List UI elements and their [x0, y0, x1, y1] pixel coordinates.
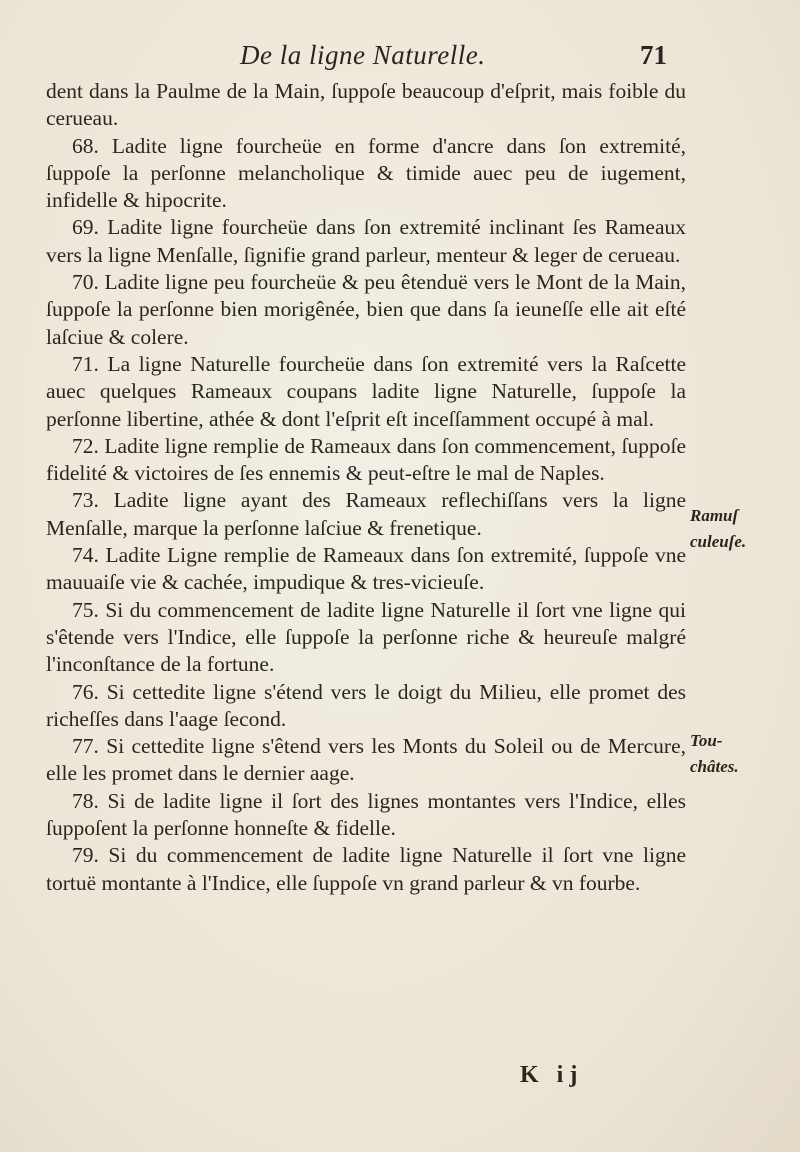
- paragraph-69: 69. Ladite ligne fourcheüe dans ſon extremité inclinant ſes Rameaux vers la ligne Menſalle, ſignifie grand parleur, menteur & leger de cerueau.: [46, 215, 686, 267]
- paragraph-73: 73. Ladite ligne ayant des Rameaux reflechiſſans vers la ligne Menſalle, marque la perſonne laſciue & frenetique.: [46, 488, 686, 540]
- paragraph-71: 71. La ligne Naturelle fourcheüe dans ſon extremité vers la Raſcette auec quelques Rameaux coupans ladite ligne Naturelle, ſuppoſe la perſonne libertine, athée & dont l'eſprit eſt inceſſamment occupé à mal.: [46, 351, 686, 431]
- margin-note-touchantes: [690, 728, 794, 780]
- paragraph-70: 70. Ladite ligne peu fourcheüe & peu êtenduë vers le Mont de la Main, ſuppoſe la perſonne bien morigênée, bien que dans ſa ieuneſſe elle ait eſté laſciue & colere.: [46, 270, 686, 349]
- paragraph-74: 74. Ladite Ligne remplie de Rameaux dans ſon extremité, ſuppoſe vne mauuaiſe vie & cachée, impudique & tres-vicieuſe.: [46, 543, 686, 595]
- margin-note-ramusculeuse: [690, 503, 794, 555]
- page-number: 71: [640, 40, 667, 70]
- paragraph-72: 72. Ladite ligne remplie de Rameaux dans ſon commencement, ſuppoſe fidelité & victoires de ſes ennemis & peut-eſtre le mal de Naples.: [46, 433, 686, 486]
- paragraph-76: 76. Si cettedite ligne s'étend vers le doigt du Milieu, elle promet des richeſſes dans l'aage ſecond.: [46, 679, 686, 731]
- signature-mark: K ij: [520, 1062, 584, 1088]
- main-text: [46, 78, 686, 897]
- paragraph-68: 68. Ladite ligne fourcheüe en forme d'ancre dans ſon extremité, ſuppoſe la perſonne melancholique & timide auec peu de iugement, infidelle & hipocrite.: [46, 133, 686, 213]
- running-title: De la ligne Naturelle.: [240, 40, 486, 70]
- paragraph-78: 78. Si de ladite ligne il ſort des lignes montantes vers l'Indice, elles ſuppoſent la perſonne honneſte & fidelle.: [46, 788, 686, 841]
- paragraph-75: 75. Si du commencement de ladite ligne Naturelle il ſort vne ligne qui s'êtende vers l'Indice, elle ſuppoſe la perſonne riche & heureuſe malgré l'inconſtance de la fortune.: [46, 597, 686, 677]
- margin-note-line: culeuſe.: [690, 532, 747, 551]
- margin-note-line: Ramuſ: [690, 506, 739, 525]
- margin-note-line: châtes.: [690, 757, 739, 776]
- paragraph-continuation: dent dans la Paulme de la Main, ſuppoſe beaucoup d'eſprit, mais foible du cerueau.: [46, 79, 686, 131]
- margin-note-line: Tou-: [690, 731, 723, 750]
- paragraph-77: 77. Si cettedite ligne s'êtend vers les Monts du Soleil ou de Mercure, elle les promet dans le dernier aage.: [46, 734, 686, 786]
- paragraph-79: 79. Si du commencement de ladite ligne Naturelle il ſort vne ligne tortuë montante à l'Indice, elle ſuppoſe vn grand parleur & vn fourbe.: [46, 843, 686, 895]
